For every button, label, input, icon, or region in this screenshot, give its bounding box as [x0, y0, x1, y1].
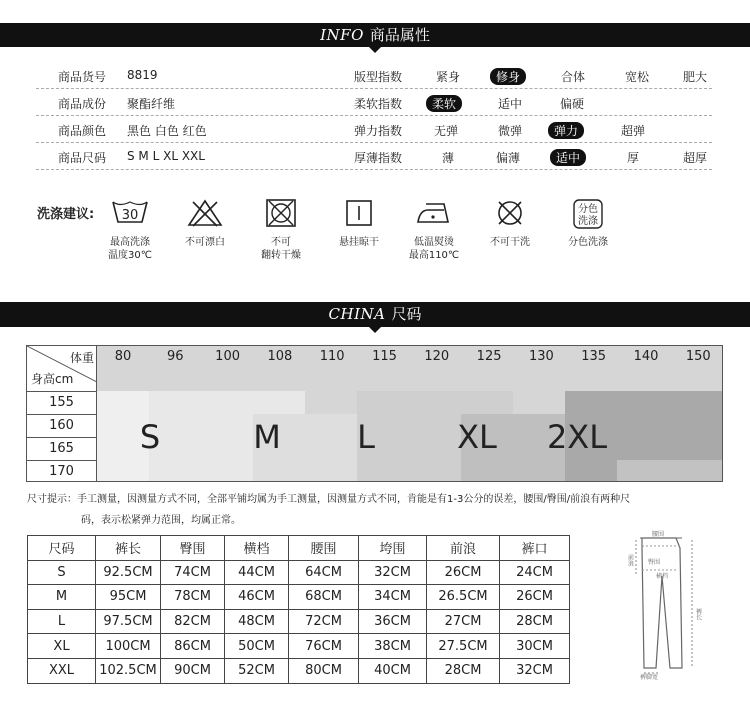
spec-cell: M [28, 585, 96, 610]
attribute-value: S M L XL XXL [127, 149, 205, 163]
attribute-label: 商品尺码 [58, 151, 107, 165]
weight-tick: 96 [167, 349, 184, 364]
care-text-line1: 不可 [271, 237, 291, 248]
attribute-value: 聚酯纤维 [127, 97, 176, 111]
height-row-label: 155 [27, 391, 97, 414]
care-item [396, 198, 472, 262]
size-label: M [253, 418, 281, 456]
spec-cell: 74CM [161, 560, 225, 585]
spec-cell: 95CM [96, 585, 161, 610]
spec-cell: S [28, 560, 96, 585]
care-item [472, 198, 548, 249]
info-header-cn: 商品属性 [369, 26, 430, 44]
washing-label: 洗涤建议: [37, 207, 95, 222]
scale-option-selected: 弹力 [548, 122, 584, 139]
care-text-line2: 翻转干燥 [261, 250, 301, 261]
info-header-pointer [369, 47, 381, 53]
care-text-line2: 最高110℃ [408, 250, 460, 261]
size-chart [26, 345, 723, 482]
spec-cell: 27.5CM [427, 634, 500, 659]
spec-cell: 100CM [96, 634, 161, 659]
size-label: 2XL [546, 418, 608, 456]
weight-tick: 140 [633, 349, 659, 364]
scale-option: 厚 [627, 151, 640, 165]
spec-row [28, 609, 570, 634]
care-text-line1: 悬挂晾干 [339, 237, 379, 248]
attribute-value: 8819 [127, 68, 158, 82]
weight-tick: 80 [114, 349, 132, 364]
size-header-bar [0, 302, 750, 327]
scale-option: 合体 [561, 70, 586, 84]
spec-cell: 28CM [500, 609, 570, 634]
scale-label: 柔软指数 [354, 97, 403, 111]
spec-cell: 24CM [500, 560, 570, 585]
care-text-line1: 低温熨烫 [414, 237, 454, 248]
weight-tick: 150 [685, 349, 711, 364]
spec-cell: 38CM [359, 634, 427, 659]
diagram-label-waist: 腰围 [652, 531, 665, 538]
spec-header-cell: 腰围 [289, 536, 359, 561]
spec-cell: 34CM [359, 585, 427, 610]
attribute-row [36, 63, 712, 89]
scale-option: 适中 [498, 97, 523, 111]
diagram-label-length: 裤长 [694, 608, 702, 620]
info-header-en: INFO [320, 26, 364, 44]
diagram-label-hem: 裤脚宽 [640, 674, 659, 680]
low-iron-icon [396, 198, 472, 236]
attribute-label: 商品货号 [58, 70, 107, 84]
spec-cell: 102.5CM [96, 658, 161, 683]
wash-temp-symbol: 30 [121, 208, 139, 223]
spec-cell: 64CM [289, 560, 359, 585]
height-row-label: 170 [27, 460, 97, 482]
scale-option: 偏硬 [560, 97, 585, 111]
info-header-bar [0, 23, 750, 47]
size-label: S [139, 418, 161, 456]
scale-option: 微弹 [498, 124, 523, 138]
spec-cell: 32CM [359, 560, 427, 585]
spec-row [28, 585, 570, 610]
pants-diagram [612, 528, 712, 680]
hang-dry-icon [321, 198, 397, 236]
spec-cell: 78CM [161, 585, 225, 610]
spec-header-cell: 裤口 [500, 536, 570, 561]
spec-cell: XL [28, 634, 96, 659]
spec-cell: 27CM [427, 609, 500, 634]
corner-weight-label: 体重 [69, 351, 94, 365]
spec-cell: 72CM [289, 609, 359, 634]
corner-cell [27, 346, 97, 391]
diagram-label-front-rise: 前浪 [626, 554, 634, 566]
weight-tick: 108 [267, 349, 293, 364]
scale-option-selected: 适中 [550, 149, 586, 166]
spec-cell: 28CM [427, 658, 500, 683]
care-item [550, 198, 626, 249]
scale-option: 偏薄 [496, 151, 521, 165]
weight-tick: 130 [528, 349, 554, 364]
care-text-line1: 分色洗涤 [568, 237, 608, 248]
spec-cell: L [28, 609, 96, 634]
spec-table [27, 535, 570, 684]
weight-tick: 125 [476, 349, 502, 364]
spec-header-cell: 垮围 [359, 536, 427, 561]
scale-option: 无弹 [434, 124, 459, 138]
weight-tick: 135 [581, 349, 607, 364]
spec-row [28, 634, 570, 659]
scale-label: 厚薄指数 [354, 151, 403, 165]
diagram-label-thigh: 横档 [656, 573, 669, 580]
diagram-label-hip: 臀围 [648, 559, 661, 566]
spec-cell: 90CM [161, 658, 225, 683]
care-text-line1: 最高洗涤 [110, 237, 150, 248]
scale-option: 超厚 [683, 151, 708, 165]
scale-option: 超弹 [621, 124, 646, 138]
care-text-line1: 不可漂白 [185, 237, 225, 248]
care-item [92, 198, 168, 262]
scale-option: 宽松 [625, 70, 650, 84]
svg-text:洗涤: 洗涤 [578, 216, 598, 227]
spec-cell: 50CM [225, 634, 289, 659]
care-text-line2: 温度30℃ [108, 250, 152, 261]
scale-label: 弹力指数 [354, 124, 403, 138]
attribute-label: 商品成份 [58, 97, 107, 111]
spec-row [28, 560, 570, 585]
scale-option-selected: 修身 [490, 68, 526, 85]
attribute-label: 商品颜色 [58, 124, 107, 138]
weight-tick: 115 [372, 349, 397, 364]
spec-cell: 92.5CM [96, 560, 161, 585]
spec-cell: 26CM [427, 560, 500, 585]
scale-option: 紧身 [436, 70, 461, 84]
care-item [243, 198, 319, 262]
spec-cell: 32CM [500, 658, 570, 683]
wash-separately-icon [550, 198, 626, 236]
attribute-row [36, 144, 712, 170]
spec-cell: 68CM [289, 585, 359, 610]
svg-text:分色: 分色 [578, 204, 598, 215]
size-header-cn: 尺码 [391, 305, 422, 323]
spec-cell: 80CM [289, 658, 359, 683]
no-dry-clean-icon [472, 198, 548, 236]
spec-cell: XXL [28, 658, 96, 683]
attribute-row [36, 90, 712, 116]
height-row-label: 165 [27, 437, 97, 460]
weight-tick: 120 [424, 349, 450, 364]
spec-cell: 40CM [359, 658, 427, 683]
spec-row [28, 658, 570, 683]
spec-header-row [28, 536, 570, 561]
spec-cell: 52CM [225, 658, 289, 683]
size-label: XL [457, 418, 497, 456]
spec-cell: 97.5CM [96, 609, 161, 634]
spec-cell: 30CM [500, 634, 570, 659]
care-item [321, 198, 397, 249]
size-band-tail [617, 460, 723, 482]
scale-option: 薄 [442, 151, 455, 165]
spec-cell: 46CM [225, 585, 289, 610]
size-header-title [0, 302, 750, 327]
care-item [167, 198, 243, 249]
no-bleach-icon [167, 198, 243, 236]
spec-header-cell: 裤长 [96, 536, 161, 561]
info-header-title [0, 23, 750, 47]
spec-header-cell: 尺码 [28, 536, 96, 561]
scale-option: 肥大 [683, 70, 708, 84]
spec-cell: 44CM [225, 560, 289, 585]
weight-tick: 100 [215, 349, 240, 364]
spec-cell: 76CM [289, 634, 359, 659]
spec-cell: 36CM [359, 609, 427, 634]
size-note-line1: 尺寸提示：手工测量，因测量方式不同，全部平铺均属为手工测量，因测量方式不同，肯能是有1-3公分的误差，腰围/臀围/前浪有两种尺 [27, 494, 631, 505]
wash-30-icon [92, 198, 168, 236]
spec-cell: 26CM [500, 585, 570, 610]
spec-cell: 48CM [225, 609, 289, 634]
size-header-pointer [369, 327, 381, 333]
weight-tick: 110 [319, 349, 345, 364]
spec-cell: 82CM [161, 609, 225, 634]
size-note-line2: 码，表示松紧弹力范围，均属正常。 [81, 515, 241, 526]
corner-height-label: 身高cm [31, 372, 74, 386]
spec-header-cell: 前浪 [427, 536, 500, 561]
no-tumble-dry-icon [243, 198, 319, 236]
scale-label: 版型指数 [354, 70, 403, 84]
care-text-line1: 不可干洗 [490, 237, 530, 248]
spec-cell: 26.5CM [427, 585, 500, 610]
height-row-label: 160 [27, 414, 97, 437]
attribute-value: 黑色 白色 红色 [127, 124, 207, 138]
size-label: L [357, 418, 375, 456]
attribute-row [36, 117, 712, 143]
size-header-en: CHINA [328, 305, 386, 323]
scale-option-selected: 柔软 [426, 95, 462, 112]
spec-header-cell: 臀围 [161, 536, 225, 561]
spec-header-cell: 横档 [225, 536, 289, 561]
spec-cell: 86CM [161, 634, 225, 659]
